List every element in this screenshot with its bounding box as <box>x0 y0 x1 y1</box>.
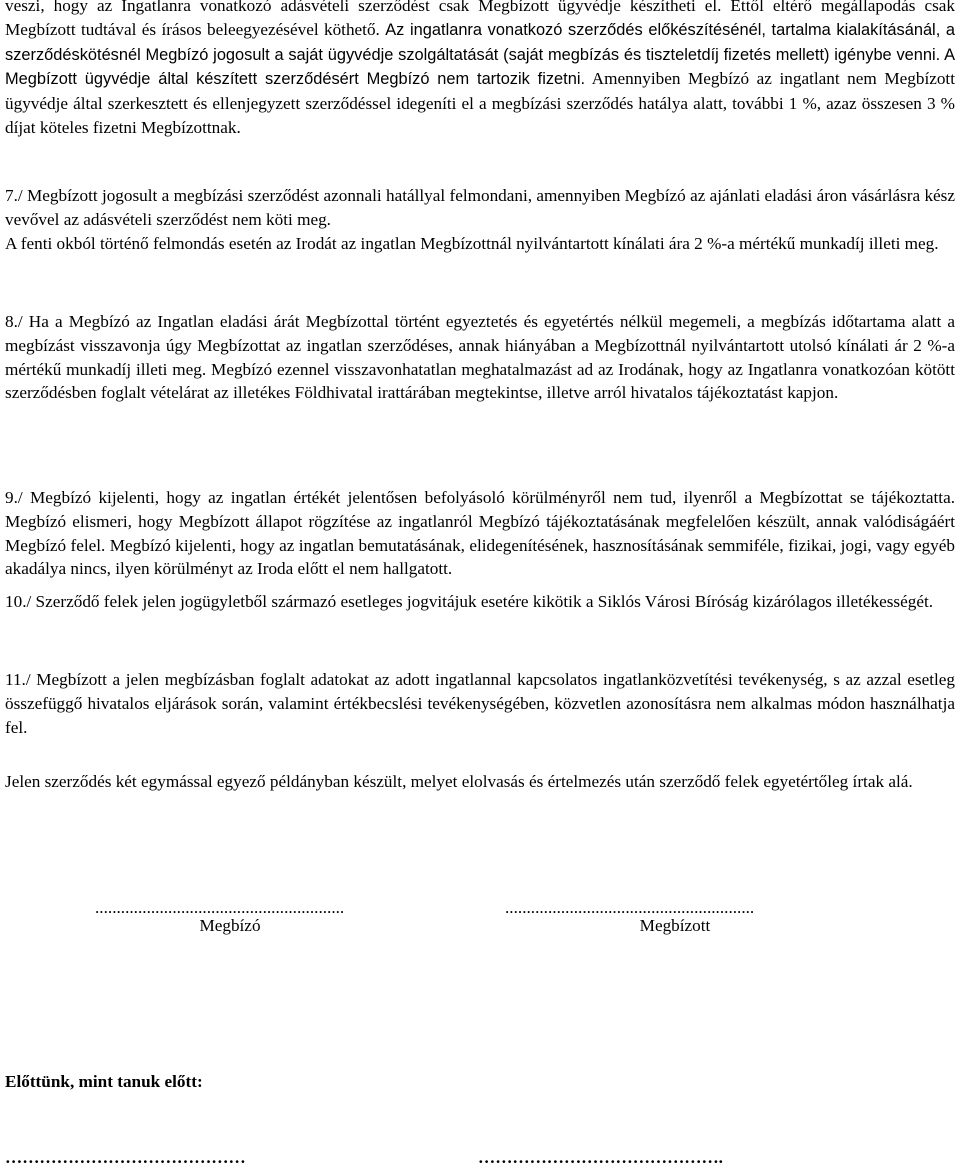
closing-paragraph: Jelen szerződés két egymással egyező példányban készült, melyet elolvasás és értelmezés után szerződő felek egyetértőleg írtak alá. <box>5 772 913 791</box>
signature-line-right: .......................................................... <box>505 898 755 917</box>
paragraph-6-tail-a: veszi, hogy az Ingatlanra vonatkozó adásvételi szerződést csak Megbízott ügyvédje készítheti el. Ettől eltérő megállapodás csak Megbízott tudtával és írásos beleegyezésével köthető. <box>5 0 955 39</box>
paragraph-6-tail <box>5 0 955 140</box>
signature-label-megbizott: Megbízott <box>639 916 711 935</box>
witness-heading: Előttünk, mint tanuk előtt: <box>5 1072 203 1091</box>
paragraph-10: 10./ Szerződő felek jelen jogügyletből származó esetleges jogvitájuk esetére kikötik a Siklós Városi Bíróság kizárólagos illetékességét. <box>5 592 934 611</box>
paragraph-8: 8./ Ha a Megbízó az Ingatlan eladási árát Megbízottal történt egyeztetés és egyetértés nélkül megemeli, a megbízás időtartama alatt a megbízást visszavonja úgy Megbízottat az ingatlan szerződéses, annak hiányában a Megbízottnál nyilvántartott utolsó kínálati ár 2 %-a mértékű munkadíj illeti meg. Megbízó ezennel visszavonhatatlan meghatalmazást ad az Irodának, hogy az Ingatlanra vonatkozóan kötött szerződésben foglalt vételárat az illetékes Földhivatal irattárában megtekintse, illetve arról hivatalos tájékoztatást kapjon. <box>5 312 955 403</box>
witness-line-right: ……………………………………. <box>478 1148 723 1167</box>
paragraph-7b: A fenti okból történő felmondás esetén az Irodát az ingatlan Megbízottnál nyilvántartott kínálati ára 2 %-a mértékű munkadíj illeti meg. <box>5 234 939 253</box>
paragraph-9: 9./ Megbízó kijelenti, hogy az ingatlan értékét jelentősen befolyásoló körülményről nem tud, ilyenről a Megbízottat se tájékoztatta. Megbízó elismeri, hogy Megbízott állapot rögzítése az ingatlanról Megbízó tájékoztatásának megfelelően készült, annak valódiságáért Megbízó felel. Megbízó kijelenti, hogy az ingatlan bemutatásának, elidegenítésének, hasznosításának semmiféle, fizikai, jogi, vagy egyéb akadálya nincs, ilyen körülményt az Iroda előtt el nem hallgatott. <box>5 488 955 579</box>
paragraph-11: 11./ Megbízott a jelen megbízásban foglalt adatokat az adott ingatlannal kapcsolatos ingatlanközvetítési tevékenység, s az azzal esetleg összefüggő hivatalos eljárások során, valamint értékbecslési tevékenységében, közvetlen azonosításra nem alkalmas módon használhatja fel. <box>5 670 955 737</box>
paragraph-7a: 7./ Megbízott jogosult a megbízási szerződést azonnali hatállyal felmondani, amennyiben Megbízó az ajánlati eladási áron vásárlásra kész vevővel az adásvételi szerződést nem köti meg. <box>5 186 955 229</box>
signature-label-megbizo: Megbízó <box>199 916 261 935</box>
witness-line-left: …………………………………… <box>5 1148 246 1167</box>
paragraph-6-tail-c: Amennyiben Megbízó az ingatlant nem Megbízott ügyvédje által szerkesztett és ellenjegyzett szerződéssel idegeníti el a megbízási szerződés hatálya alatt, további 1 %, azaz összesen 3 % díjat köteles fizetni Megbízottnak. <box>5 69 955 137</box>
paragraph-6-tail-b: Az ingatlanra vonatkozó szerződés előkészítésénél, tartalma kialakításánál, a szerződéskötésnél Megbízó jogosult a saját ügyvédje szolgáltatását (saját megbízás és tiszteletdíj fizetés mellett) igénybe venni. A Megbízott ügyvédje által készített szerződésért Megbízó nem tartozik fizetni. <box>5 20 956 89</box>
signature-line-left: .......................................................... <box>95 898 345 917</box>
